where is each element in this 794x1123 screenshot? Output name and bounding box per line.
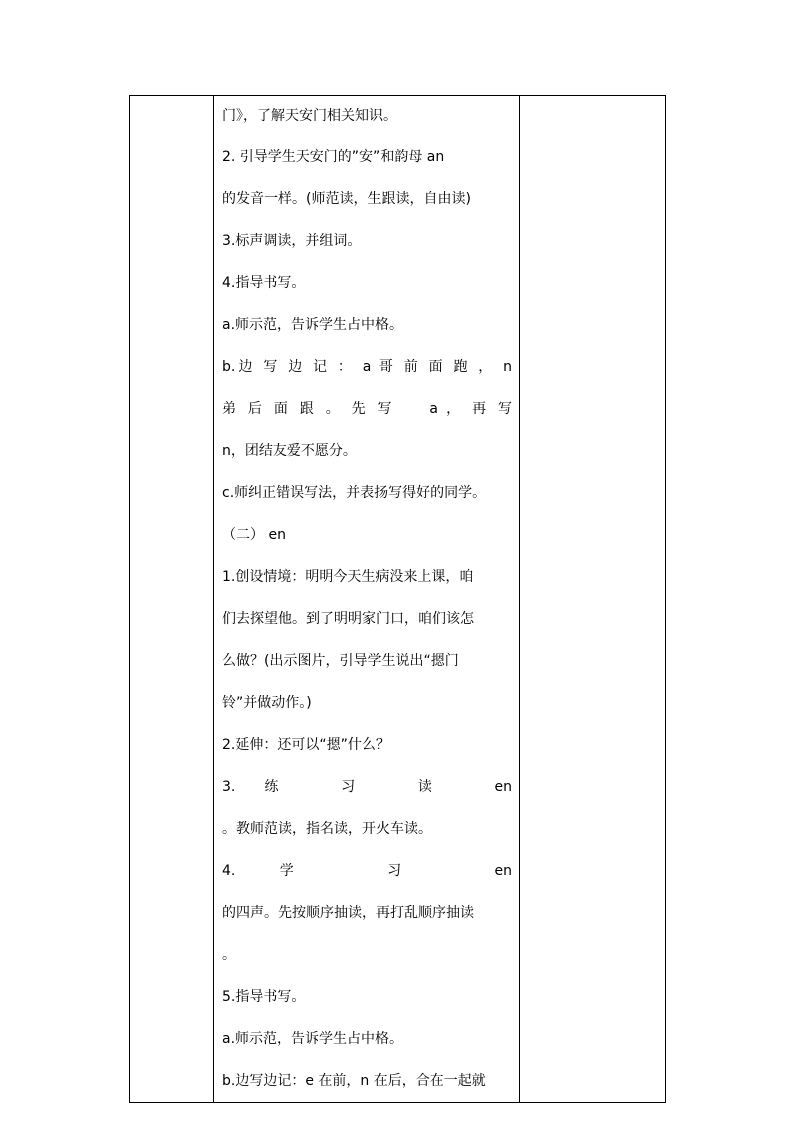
text-line: a.师示范，告诉学生占中格。: [222, 1031, 404, 1047]
left-cell: [130, 96, 214, 1103]
text-line: 2. 引导学生天安门的”安”和韵母 an: [222, 149, 445, 165]
text-line: b.边 写 边 记 ： a 哥 前 面 跑 ， n: [222, 359, 512, 375]
text-line: 4.学 习 en: [222, 863, 512, 879]
content-lines: [214, 96, 519, 1102]
teaching-content-cell: [214, 96, 520, 1103]
text-line: 2.延伸：还可以“摁”什么？: [222, 737, 390, 753]
text-line: 3.标声调读，并组词。: [222, 233, 362, 249]
text-line: （二） en: [222, 527, 286, 543]
text-line: 4.指导书写。: [222, 275, 306, 291]
text-line: 3.练 习 读 en: [222, 779, 512, 795]
text-line: 们去探望他。到了明明家门口，咱们该怎: [222, 611, 474, 627]
text-line: 弟 后 面 跟 。 先 写 a ， 再 写: [222, 401, 512, 417]
text-line: 1.创设情境：明明今天生病没来上课，咱: [222, 569, 474, 585]
text-line: 的四声。先按顺序抽读，再打乱顺序抽读: [222, 905, 474, 921]
text-line: 铃”并做动作。): [222, 695, 312, 711]
text-line: 门》，了解天安门相关知识。: [222, 108, 397, 124]
text-line: a.师示范，告诉学生占中格。: [222, 317, 404, 333]
text-line: 5.指导书写。: [222, 989, 306, 1005]
text-line: 么做？(出示图片，引导学生说出“摁门: [222, 653, 459, 669]
text-line: 。: [222, 947, 236, 963]
text-line: b.边写边记：e 在前，n 在后，合在一起就: [222, 1073, 486, 1089]
text-line: c.师纠正错误写法，并表扬写得好的同学。: [222, 485, 487, 501]
text-line: 的发音一样。(师范读，生跟读，自由读): [222, 191, 471, 207]
text-line: n，团结友爱不愿分。: [222, 443, 357, 459]
right-cell: [520, 96, 666, 1103]
text-line: 。教师范读，指名读，开火车读。: [222, 821, 432, 837]
table-row: [130, 96, 666, 1103]
lesson-plan-table: [129, 95, 666, 1103]
